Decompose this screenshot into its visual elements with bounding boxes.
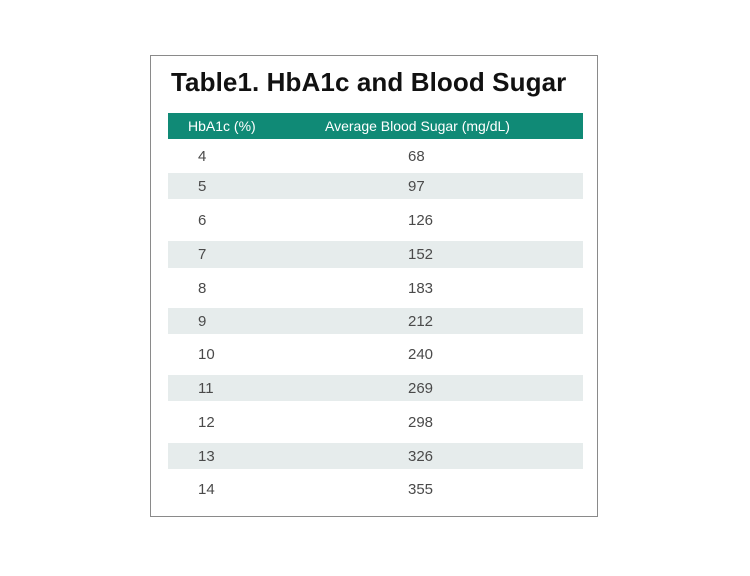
hba1c-cell: 10 bbox=[198, 346, 215, 363]
table-row bbox=[168, 443, 583, 469]
blood-sugar-cell: 97 bbox=[408, 177, 425, 195]
table-body bbox=[168, 139, 583, 509]
hba1c-cell: 11 bbox=[198, 379, 214, 397]
table-row bbox=[168, 401, 583, 443]
table-title: Table1. HbA1c and Blood Sugar bbox=[171, 67, 567, 97]
table-row bbox=[168, 469, 583, 509]
blood-sugar-cell: 355 bbox=[408, 480, 434, 498]
table-row bbox=[168, 199, 583, 241]
table-row bbox=[168, 268, 583, 308]
table-row bbox=[168, 241, 583, 268]
hba1c-cell: 8 bbox=[198, 279, 207, 297]
table-row bbox=[168, 334, 583, 375]
blood-sugar-cell: 212 bbox=[408, 312, 434, 330]
column-header-hba1c: HbA1c (%) bbox=[188, 118, 256, 134]
blood-sugar-cell: 183 bbox=[408, 279, 434, 297]
table-card bbox=[150, 55, 598, 517]
hba1c-cell: 4 bbox=[198, 147, 207, 165]
table-row bbox=[168, 308, 583, 334]
column-header-average-blood-sugar: Average Blood Sugar (mg/dL) bbox=[325, 118, 510, 134]
hba1c-cell: 7 bbox=[198, 246, 207, 263]
blood-sugar-cell: 126 bbox=[408, 211, 434, 229]
blood-sugar-cell: 240 bbox=[408, 346, 434, 363]
blood-sugar-cell: 68 bbox=[408, 147, 425, 165]
blood-sugar-cell: 298 bbox=[408, 413, 434, 431]
blood-sugar-cell: 269 bbox=[408, 379, 434, 397]
data-table bbox=[168, 113, 583, 509]
table-row bbox=[168, 139, 583, 173]
hba1c-cell: 5 bbox=[198, 177, 207, 195]
hba1c-cell: 9 bbox=[198, 312, 207, 330]
hba1c-cell: 6 bbox=[198, 211, 207, 229]
blood-sugar-cell: 152 bbox=[408, 246, 434, 263]
hba1c-cell: 13 bbox=[198, 447, 215, 465]
table-row bbox=[168, 173, 583, 199]
hba1c-cell: 12 bbox=[198, 413, 215, 431]
blood-sugar-cell: 326 bbox=[408, 447, 434, 465]
hba1c-cell: 14 bbox=[198, 480, 215, 498]
table-row bbox=[168, 375, 583, 401]
table-header-row bbox=[168, 113, 583, 139]
